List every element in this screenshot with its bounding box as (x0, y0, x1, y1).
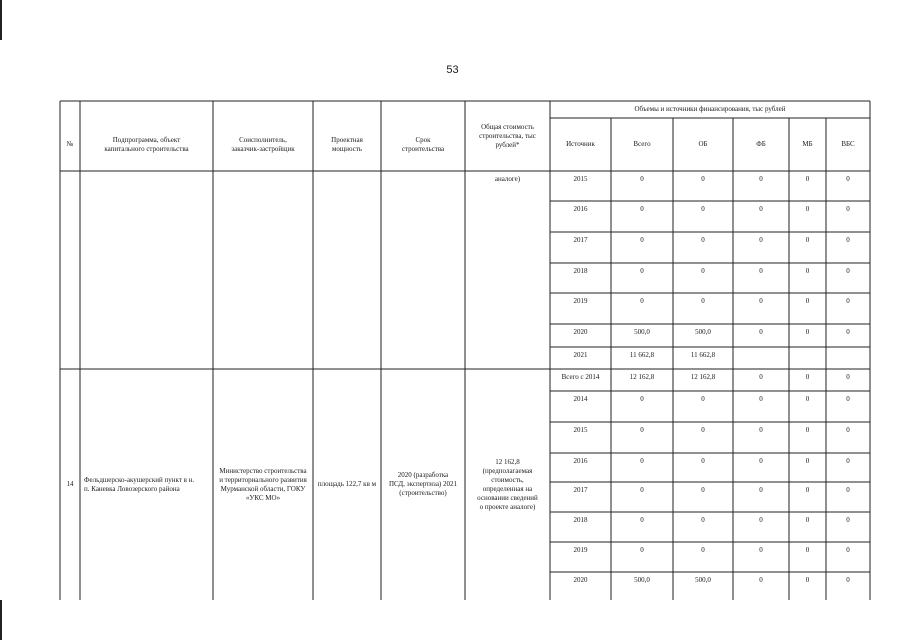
object-name: Фельдшерско-акушерский пункт в н. п. Каневка Ловозерского района (84, 475, 195, 493)
table-cell-mb: 0 (805, 546, 810, 554)
table-cell-source: 2014 (573, 395, 588, 403)
table-cell-total: 0 (640, 546, 644, 554)
table-cell-mb: 0 (805, 457, 810, 465)
table-cell-ob: 0 (701, 546, 705, 554)
table-cell-fb (733, 347, 789, 369)
header-subprogram: Подпрограмма, объект капитального строительства (104, 135, 189, 153)
object-number: 14 (66, 480, 74, 488)
table-cell-fb: 0 (759, 175, 763, 183)
table-cell-fb: 0 (759, 457, 763, 465)
table-cell-ob: 0 (701, 457, 705, 465)
table-cell-ob: 500,0 (695, 328, 711, 336)
table-cell-mb (789, 347, 826, 369)
table-cell-mb: 0 (805, 267, 810, 275)
table-cell-fb: 0 (759, 205, 763, 213)
table-cell-ob: 11 662,8 (690, 351, 716, 359)
header-total: Всего (633, 140, 651, 148)
table-cell-total: 11 662,8 (629, 351, 655, 359)
table-cell-fb: 0 (759, 486, 763, 494)
table-cell-vbs: 0 (846, 457, 850, 465)
table-cell-fb: 0 (759, 426, 763, 434)
table-cell-mb: 0 (805, 516, 810, 524)
table-cell-source: 2018 (573, 267, 588, 275)
continued-cost-tail: аналоге) (494, 175, 521, 183)
table-cell-fb: 0 (759, 516, 763, 524)
table-cell-source: 2019 (573, 546, 588, 554)
table-cell-ob: 0 (701, 297, 705, 305)
table-cell-fb: 0 (759, 236, 763, 244)
table-cell-ob: 0 (701, 426, 705, 434)
table-cell-vbs: 0 (846, 426, 850, 434)
object-term: 2020 (разработка ПСД, экспертиза) 2021 (строительство) (389, 471, 458, 497)
table-cell-vbs (826, 347, 870, 369)
table-cell-mb: 0 (805, 426, 810, 434)
header-total-cost: Общая стоимость строительства, тыс рублей* (479, 122, 536, 149)
table-cell-source: 2017 (573, 236, 588, 244)
table-cell-ob: 12 162,8 (690, 373, 716, 381)
table-cell-mb: 0 (805, 236, 810, 244)
table-cell-mb: 0 (805, 328, 810, 336)
table-cell-vbs: 0 (846, 236, 850, 244)
table-cell-source: 2018 (573, 516, 588, 524)
table-cell-total: 500,0 (634, 328, 650, 336)
table-cell-mb: 0 (805, 395, 810, 403)
table-cell-total: 0 (640, 457, 644, 465)
table-cell-source: 2015 (573, 175, 588, 183)
table-cell-vbs: 0 (846, 328, 850, 336)
table-cell-vbs: 0 (846, 395, 850, 403)
table-cell-source: 2015 (573, 426, 588, 434)
table-cell-total: 0 (640, 297, 644, 305)
table-cell-fb: 0 (759, 576, 763, 584)
table-cell-ob: 0 (701, 175, 705, 183)
table-cell-source: 2021 (573, 351, 588, 359)
table-cell-vbs: 0 (846, 576, 850, 584)
object-coexecutor: Министерство строительства и территориального развития Мурманской области, ГОКУ «УКС МО» (219, 466, 307, 502)
table-cell-source: Всего с 2014 (561, 373, 600, 381)
table-cell-total: 0 (640, 395, 644, 403)
table-cell-vbs: 0 (846, 267, 850, 275)
table-cell-fb: 0 (759, 297, 763, 305)
table-cell-source: 2019 (573, 297, 588, 305)
header-term: Срок строительства (401, 135, 445, 153)
table-cell-mb: 0 (805, 486, 810, 494)
table-cell-vbs: 0 (846, 373, 850, 381)
header-fb: ФБ (756, 140, 766, 148)
header-vbs: ВБС (841, 140, 855, 148)
table-cell-fb: 0 (759, 267, 763, 275)
table-cell-total: 0 (640, 516, 644, 524)
header-source: Источник (566, 140, 595, 148)
table-cell-ob: 0 (701, 236, 705, 244)
table-cell-ob: 0 (701, 205, 705, 213)
table-cell-vbs: 0 (846, 546, 850, 554)
table-cell-vbs: 0 (846, 175, 850, 183)
table-cell-total: 0 (640, 175, 644, 183)
header-coexecutor: Соисполнитель, заказчик-застройщик (231, 135, 295, 153)
table-cell-total: 0 (640, 236, 644, 244)
table-cell-ob: 0 (701, 395, 705, 403)
header-mb: МБ (802, 140, 813, 148)
table-cell-mb: 0 (805, 205, 810, 213)
table-cell-total: 0 (640, 426, 644, 434)
table-cell-source: 2016 (573, 205, 588, 213)
table-cell-source: 2020 (573, 576, 588, 584)
table-cell-fb: 0 (759, 546, 763, 554)
header-funding-group: Объемы и источники финансирования, тыс рублей (634, 105, 786, 113)
table-cell-source: 2020 (573, 328, 588, 336)
table-cell-total: 500,0 (634, 576, 650, 584)
table-cell-mb: 0 (805, 576, 810, 584)
object-capacity: площадь 122,7 кв м (317, 480, 377, 488)
object-cost: 12 162,8 (предполагаемая стоимость, определенная на основании сведений о проекте аналоге) (477, 457, 538, 511)
table-cell-source: 2016 (573, 457, 588, 465)
table-cell-total: 0 (640, 486, 644, 494)
table-cell-ob: 500,0 (695, 576, 711, 584)
table-cell-vbs: 0 (846, 205, 850, 213)
table-cell-vbs: 0 (846, 486, 850, 494)
table-cell-fb: 0 (759, 328, 763, 336)
table-cell-vbs: 0 (846, 297, 850, 305)
table-cell-mb: 0 (805, 373, 810, 381)
table-cell-ob: 0 (701, 486, 705, 494)
table-cell-total: 0 (640, 267, 644, 275)
page-number: 53 (446, 64, 459, 76)
table-cell-total: 12 162,8 (629, 373, 655, 381)
table-cell-fb: 0 (759, 373, 763, 381)
header-no: № (66, 140, 74, 148)
table-cell-total: 0 (640, 205, 644, 213)
header-capacity: Проектная мощность (331, 135, 363, 153)
table-cell-fb: 0 (759, 395, 763, 403)
table-cell-ob: 0 (701, 516, 705, 524)
table-cell-source: 2017 (573, 486, 588, 494)
table-cell-mb: 0 (805, 175, 810, 183)
table-cell-mb: 0 (805, 297, 810, 305)
table-cell-ob: 0 (701, 267, 705, 275)
table-cell-vbs: 0 (846, 516, 850, 524)
header-ob: ОБ (698, 140, 708, 148)
